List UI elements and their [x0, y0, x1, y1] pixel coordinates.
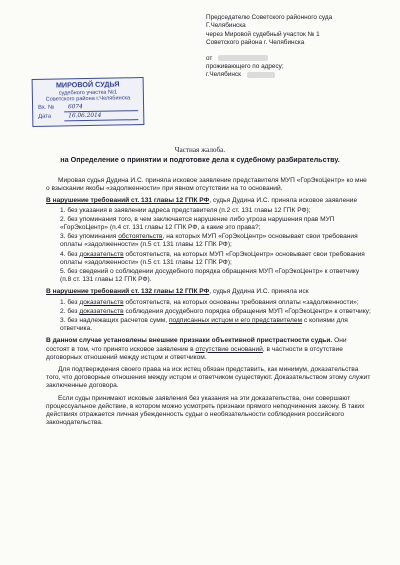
sender-line: от [206, 55, 396, 63]
addressee-line: Г.Челябинска [206, 22, 246, 30]
document-subtitle: на Определение о принятии и подготовке дела к судебному разбирательству. [60, 155, 340, 164]
list-item: 5. без сведений о соблюдении досудебного порядка обращения МУП «ГорЭкоЦентр» к ответчику (п.8 ст. 131 главы 12 ГПК РФ). [60, 268, 360, 284]
addressee-block [206, 14, 396, 80]
list-item: 1. без указания в заявлении адреса представителя (п.2 ст. 131 главы 12 ГПК РФ); [60, 206, 311, 214]
paragraph: В данном случае установлены внешние признаки объективной пристрастности судьи. Они состоят в том, что принято исковое заявление в отсутствие оснований, в частности в отсутствие договорных отношений между истцом и ответчиком. [46, 337, 347, 361]
addressee-line: Председателю Советского районного суда [206, 14, 333, 21]
redacted-address [247, 72, 275, 78]
stamp-incoming-number: 6074 [64, 102, 138, 112]
stamp-incoming-row: Вх. № 6074 [33, 102, 143, 113]
court-stamp [32, 77, 145, 127]
document-title: Частная жалоба. [174, 146, 226, 154]
addressee-line: через Мировой судебный участок № 1 [206, 30, 320, 38]
addressee-line: Советского района г. Челябинска [206, 39, 305, 47]
stamp-date: 16.06.2014 [64, 111, 138, 121]
list-item: 3. без упоминания обстоятельств, на которых МУП «ГорЭкоЦентр» основывает свои требования оплаты «задолженности» (п.5 ст. 131 главы 12 ГПК РФ); [60, 233, 358, 249]
list-item: 3. без надлежащих расчетов сумм, подписанных истцом и его представителем с копиями для ответчика. [60, 317, 348, 333]
stamp-title: МИРОВОЙ СУДЬЯ [55, 79, 120, 90]
document-body [46, 177, 371, 431]
paragraph: В нарушение требований ст. 131 главы 12 ГПК РФ, судья Дудина И.С. приняла исковое заявление [46, 197, 358, 205]
paragraph: В нарушение требований ст. 132 главы 12 ГПК РФ, судья Дудина И.С. приняла иск [46, 288, 309, 296]
redacted-name [218, 55, 268, 61]
list-item: 1. без доказательств обстоятельств, на которых основаны требования оплаты «задолженности»; [60, 298, 359, 306]
list-item: 4. без доказательств обстоятельств, на которых МУП «ГорЭкоЦентр» основывает свои требования оплаты «задолженности» (п.5 ст. 131 главы 12 ГПК РФ); [60, 250, 365, 266]
stamp-line: Советского района г.Челябинска [45, 95, 131, 104]
list-item: 2. без доказательств соблюдения досудебного порядка обращения МУП «ГорЭкоЦентр» к ответчику; [60, 307, 371, 315]
paragraph: Если суды принимают исковые заявления без указания на эти доказательства, они совершают процессуальное действие, в котором можно усмотреть признаки прямого неподчинения закону. В таких действиях отражается личная убежденность судьи о необязательности соблюдения российского законодательства. [46, 394, 365, 427]
resident-line: проживающего по адресу; [206, 63, 284, 71]
paragraph: Для подтверждения своего права на иск истец обязан представить, как минимум, доказательства того, что договорные отношения между истцом и ответчиком существуют. Доказательством этому служит заключенные договора. [46, 366, 371, 390]
paragraph: Мировая судья Дудина И.С. приняла исковое заявление представителя МУП «ГорЭкоЦентр» ко мне о взыскании якобы «задолженности» при явном отсутствии на то оснований. [46, 177, 367, 193]
list-item: 2. без упоминания того, в чем заключается нарушение либо угроза нарушения прав МУП «ГорЭкоЦентр» (п.4 ст. 131 главы 12 ГПК РФ, а какие это права?; [60, 215, 335, 232]
city-line: г.Челябинск [206, 71, 396, 79]
stamp-date-row: Дата 16.06.2014 [33, 111, 143, 122]
stamp-line: судебного участка №1 [58, 88, 117, 97]
